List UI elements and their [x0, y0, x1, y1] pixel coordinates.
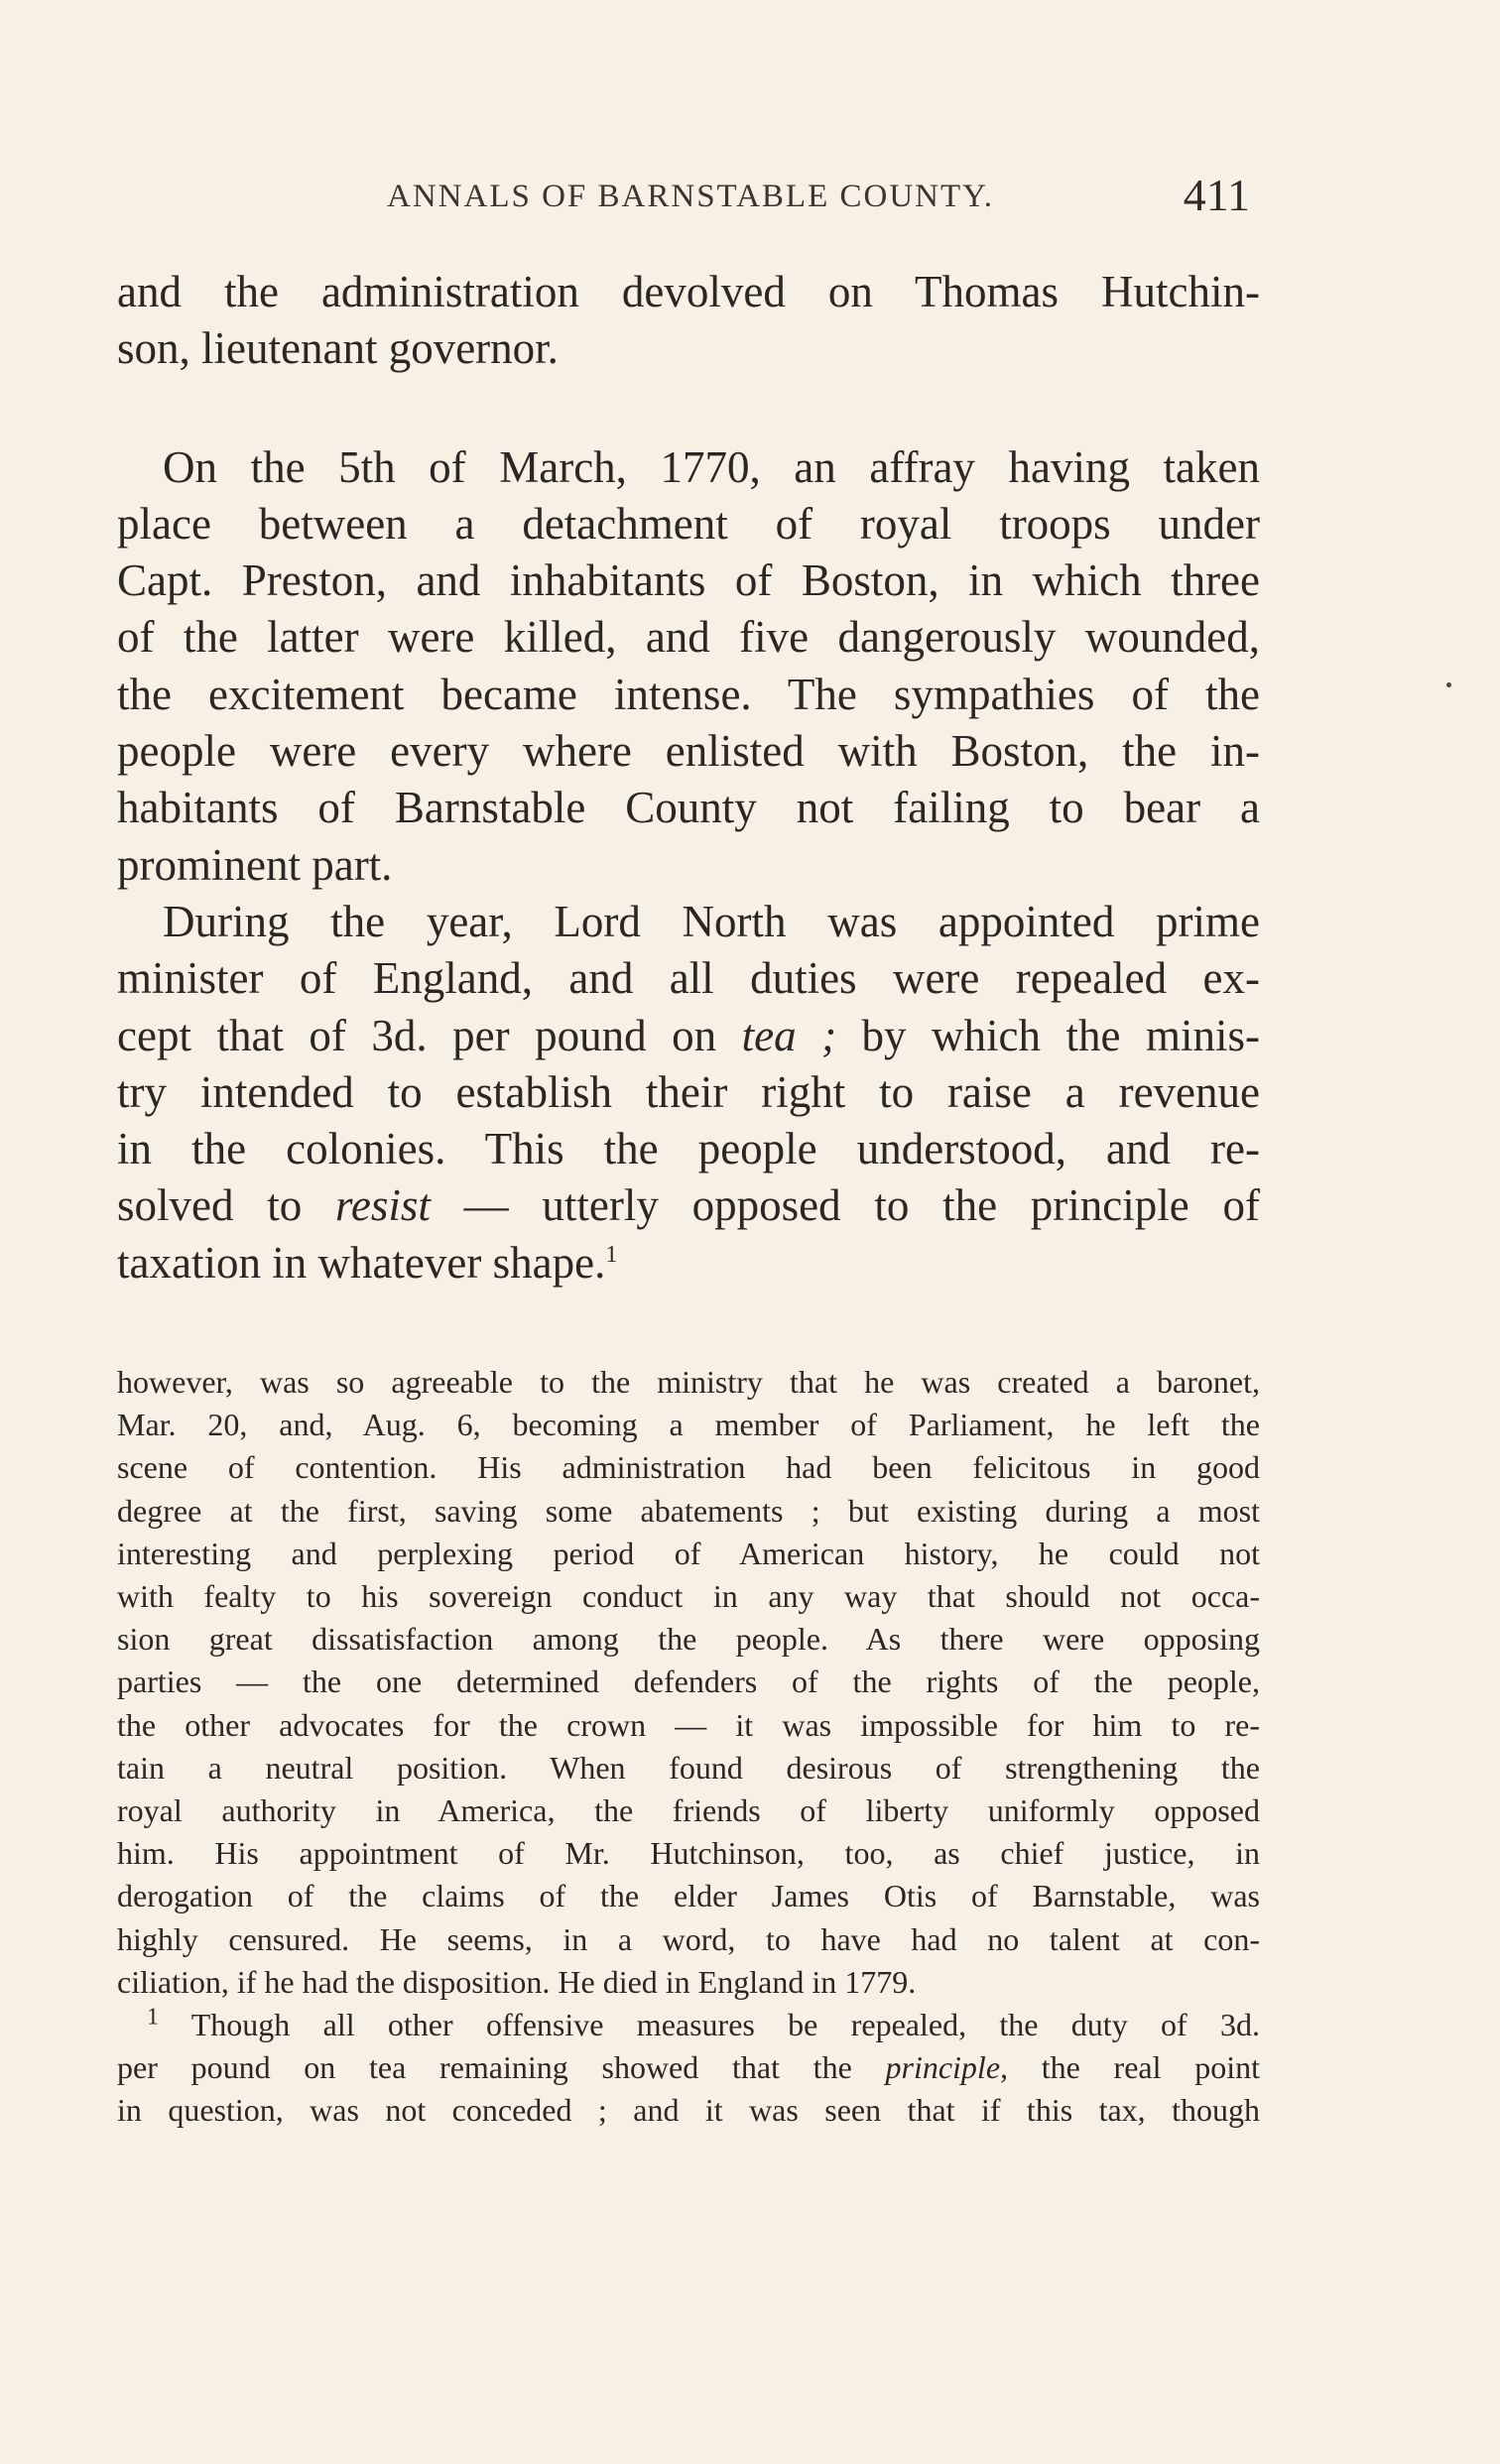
text-line: the excitement became intense. The sympathies of the — [117, 669, 1260, 719]
footnote-line: interesting and perplexing period of American history, he could not — [117, 1535, 1260, 1571]
italic-word-tea: tea ; — [741, 1010, 837, 1060]
text-line: During the year, Lord North was appointed prime — [163, 896, 1260, 946]
text-line: try intended to establish their right to raise a revenue — [117, 1066, 1260, 1117]
paragraph-3 — [117, 894, 1260, 1292]
footnote-reference-1[interactable]: 1 — [605, 1241, 618, 1268]
italic-word-resist: resist — [335, 1180, 431, 1231]
text-line: people were every where enlisted with Boston, the in- — [117, 726, 1260, 777]
text-line — [117, 1177, 1260, 1234]
text-segment: solved to — [117, 1180, 335, 1231]
text-line: son, lieutenant governor. — [117, 323, 559, 374]
text-segment: the real point — [1008, 2049, 1260, 2086]
text-segment: — utterly opposed to the principle of — [430, 1180, 1260, 1231]
text-segment: by which the minis- — [836, 1010, 1260, 1060]
text-line: of the latter were killed, and five dangerously wounded, — [117, 612, 1260, 663]
paragraph-gap — [117, 378, 1260, 439]
footnote-line: however, was so agreeable to the ministry that he was created a baronet, — [117, 1364, 1260, 1400]
footnote-line: the other advocates for the crown — it was impossible for him to re- — [117, 1706, 1260, 1743]
text-line — [117, 1235, 1260, 1292]
footnote-marker-1: 1 — [147, 2004, 159, 2031]
text-segment: cept that of 3d. per pound on — [117, 1010, 742, 1060]
text-line: place between a detachment of royal troops under — [117, 498, 1260, 549]
footnote-line: royal authority in America, the friends of liberty uniformly opposed — [117, 1792, 1260, 1829]
footnote-continued — [117, 1361, 1260, 2004]
footnote-line: scene of contention. His administration had been felicitous in good — [117, 1449, 1260, 1486]
running-title: ANNALS OF BARNSTABLE COUNTY. — [387, 179, 994, 214]
footnote-line — [117, 2004, 1260, 2046]
footnote-line: in question, was not conceded ; and it was seen that if this tax, though — [117, 2092, 1260, 2129]
page-number: 411 — [1183, 170, 1250, 220]
text-segment: taxation in whatever shape. — [117, 1237, 606, 1288]
text-line: and the administration devolved on Thomas Hutchin- — [117, 267, 1260, 316]
footnote-line: him. His appointment of Mr. Hutchinson, too, as chief justice, in — [117, 1835, 1260, 1872]
footnote-1 — [117, 2004, 1260, 2133]
text-segment: Though all other offensive measures be repealed, the duty of 3d. — [159, 2007, 1260, 2043]
footnote-line: parties — the one determined defenders of the rights of the people, — [117, 1663, 1260, 1700]
text-line: habitants of Barnstable County not failing to bear a — [117, 783, 1260, 833]
footnote-line: degree at the first, saving some abatements ; but existing during a most — [117, 1492, 1260, 1529]
text-line: in the colonies. This the people understood, and re- — [117, 1124, 1260, 1174]
footnote-line — [117, 2046, 1260, 2089]
footnote-line: with fealty to his sovereign conduct in any way that should not occa- — [117, 1578, 1260, 1615]
footnote-line: ciliation, if he had the disposition. He died in England in 1779. — [117, 1963, 917, 2000]
text-line: minister of England, and all duties were repealed ex- — [117, 953, 1260, 1004]
italic-word-principle: principle, — [885, 2049, 1009, 2086]
paragraph-2 — [117, 439, 1260, 894]
text-line: prominent part. — [117, 839, 393, 890]
footnote-line: highly censured. He seems, in a word, to have had no talent at con- — [117, 1920, 1260, 1957]
footnote-line: sion great dissatisfaction among the people. As there were opposing — [117, 1621, 1260, 1658]
ink-speck — [1446, 682, 1451, 687]
text-line: Capt. Preston, and inhabitants of Boston, in which three — [117, 555, 1260, 606]
footnotes — [117, 1361, 1260, 2133]
footnote-line: tain a neutral position. When found desirous of strengthening the — [117, 1749, 1260, 1786]
text-segment: per pound on tea remaining showed that the — [117, 2049, 886, 2086]
footnote-line: derogation of the claims of the elder James Otis of Barnstable, was — [117, 1878, 1260, 1914]
paragraph-1 — [117, 264, 1260, 378]
running-head — [387, 169, 1250, 228]
text-line: On the 5th of March, 1770, an affray having taken — [163, 441, 1260, 492]
main-text — [117, 264, 1260, 1292]
footnote-line: Mar. 20, and, Aug. 6, becoming a member of Parliament, he left the — [117, 1407, 1260, 1443]
text-line — [117, 1008, 1260, 1064]
